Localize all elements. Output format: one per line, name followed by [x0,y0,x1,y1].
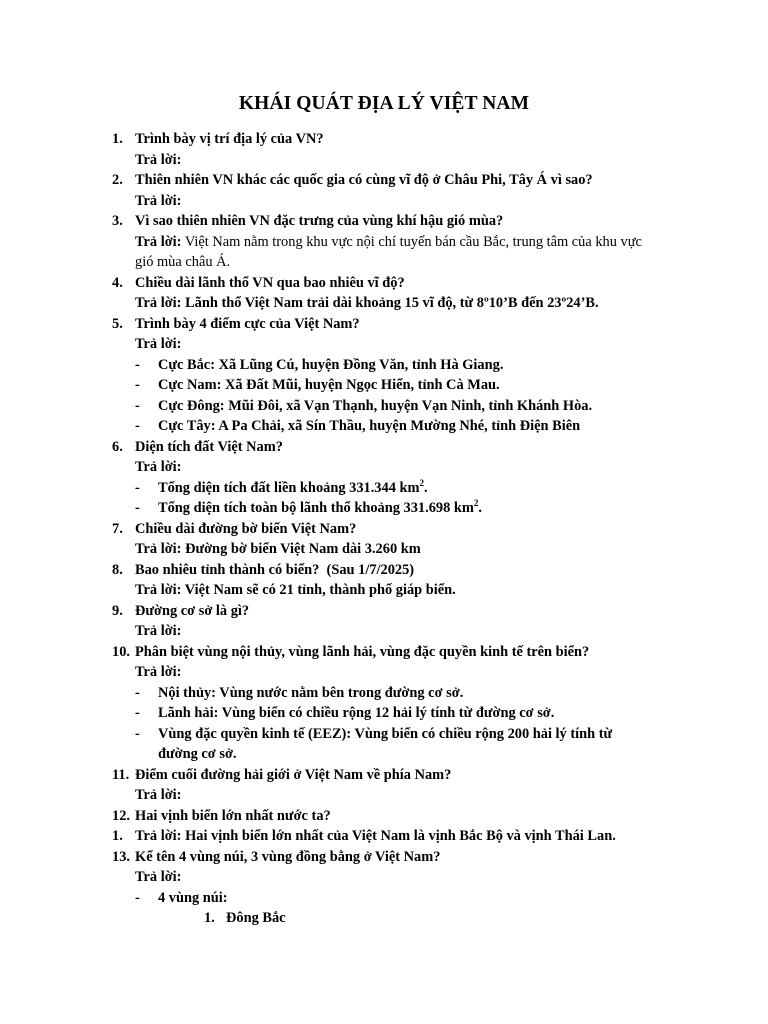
sub-list-number: 1. [204,910,215,926]
question-number: 8. [112,561,123,578]
question-3 [0,211,768,232]
list-item [0,396,768,417]
question-text: Kể tên 4 vùng núi, 3 vùng đồng bằng ở Việt Nam? [135,848,441,865]
question-text: Trình bày 4 điểm cực của Việt Nam? [135,315,360,332]
question-number: 4. [112,274,123,291]
question-text: Thiên nhiên VN khác các quốc gia có cùng vĩ độ ở Châu Phi, Tây Á vì sao? [135,172,593,188]
question-9 [0,601,768,622]
answer-1 [0,150,768,171]
list-item [0,724,768,745]
list-item [0,703,768,724]
list-item-text: Vùng đặc quyền kinh tế (EEZ): Vùng biển có chiều rộng 200 hải lý tính từ [158,725,613,742]
list-item-text: Lãnh hải: Vùng biển có chiều rộng 12 hải lý tính từ đường cơ sở. [158,705,555,721]
list-item-text: Nội thủy: Vùng nước nằm bên trong đường cơ sở. [158,684,464,701]
answer-label: Trả lời: [135,459,182,475]
question-13 [0,847,768,868]
list-item-end: . [423,479,428,496]
question-text: Diện tích đất Việt Nam? [135,438,283,455]
question-number: 3. [112,213,123,229]
sub-list-item-text: Đông Bắc [226,910,286,926]
question-number: 7. [112,520,123,537]
question-number: 10. [112,643,130,660]
answer-label: Trả lời: [135,192,182,209]
answer-2 [0,191,768,212]
question-number: 12. [112,807,130,824]
page-title: KHÁI QUÁT ĐỊA LÝ VIỆT NAM [238,93,530,114]
answer-text: gió mùa châu Á. [135,254,231,270]
list-item [0,355,768,376]
list-item-continued [0,744,768,765]
question-text: Trình bày vị trí địa lý của VN? [135,131,324,147]
answer-5 [0,334,768,355]
answer-3-continued [0,252,768,273]
answer-4 [0,293,768,314]
list-item [0,498,768,519]
answer-label: Trả lời: [135,664,182,680]
list-item-text: Tổng diện tích toàn bộ lãnh thổ khoảng 331.698 km [158,500,474,516]
list-item-text: Cực Tây: A Pa Chải, xã Sín Thầu, huyện Mường Nhé, tỉnh Điện Biên [158,418,581,434]
list-item-text: Cực Bắc: Xã Lũng Cú, huyện Đồng Văn, tỉnh Hà Giang. [158,356,504,373]
list-item [0,888,768,909]
answer-12 [0,826,768,847]
bullet-dash: - [135,397,140,414]
question-number: 11. [112,766,130,783]
answer-text: Trả lời: Hai vịnh biển lớn nhất của Việt Nam là vịnh Bắc Bộ và vịnh Thái Lan. [135,828,616,844]
bullet-dash: - [135,479,140,496]
question-10 [0,642,768,663]
question-text: Đường cơ sở là gì? [135,602,250,619]
answer-label: Trả lời: [135,336,182,352]
list-item-text: Tổng diện tích đất liền khoảng 331.344 km [158,479,420,496]
answer-text: Việt Nam nằm trong khu vực nội chí tuyến bán cầu Bắc, trung tâm của khu vực [184,233,642,250]
bullet-dash: - [135,684,140,701]
answer-10 [0,662,768,683]
question-text: Bao nhiêu tỉnh thành có biển? (Sau 1/7/2025) [135,561,415,578]
question-number: 9. [112,602,123,619]
answer-11 [0,785,768,806]
answer-8 [0,580,768,601]
question-7 [0,519,768,540]
question-number: 1. [112,131,123,147]
question-2 [0,170,768,191]
bullet-dash: - [135,725,140,742]
question-number: 13. [112,848,130,865]
question-8 [0,560,768,581]
bullet-dash: - [135,889,140,906]
list-item-text: Cực Đông: Mũi Đôi, xã Vạn Thạnh, huyện Vạn Ninh, tỉnh Khánh Hòa. [158,397,593,414]
question-text: Vì sao thiên nhiên VN đặc trưng của vùng khí hậu gió mùa? [135,213,504,229]
bullet-dash: - [135,705,140,721]
list-item [0,375,768,396]
answer-3 [0,232,768,253]
answer-13 [0,867,768,888]
bullet-dash: - [135,377,140,393]
question-text: Hai vịnh biển lớn nhất nước ta? [135,807,331,824]
question-number: 6. [112,438,123,455]
list-item-text: 4 vùng núi: [158,889,228,906]
bullet-dash: - [135,356,140,373]
superscript: 2 [419,477,424,488]
list-item-text: Cực Nam: Xã Đất Mũi, huyện Ngọc Hiển, tỉnh Cà Mau. [158,377,500,393]
answer-label: Trả lời: [135,787,182,803]
question-text: Phân biệt vùng nội thủy, vùng lãnh hải, vùng đặc quyền kinh tế trên biển? [135,643,590,660]
answer-6 [0,457,768,478]
question-4 [0,273,768,294]
question-number: 2. [112,172,123,188]
answer-7 [0,539,768,560]
question-number: 5. [112,315,123,332]
list-item-text: đường cơ sở. [158,746,237,762]
answer-text: Trả lời: Việt Nam sẽ có 21 tỉnh, thành phố giáp biển. [135,582,456,598]
question-11 [0,765,768,786]
question-text: Chiều dài lãnh thổ VN qua bao nhiêu vĩ độ? [135,274,405,291]
list-item [0,683,768,704]
superscript: 2 [473,498,479,508]
answer-label: Trả lời: [135,869,182,885]
answer-text: Trả lời: Đường bờ biển Việt Nam dài 3.260 km [135,541,421,557]
question-12 [0,806,768,827]
question-1 [0,129,768,150]
question-list [0,129,768,929]
bullet-dash: - [135,418,140,434]
question-text: Chiều dài đường bờ biển Việt Nam? [135,520,357,537]
answer-number: 1. [112,828,123,844]
answer-label: Trả lời: [135,233,182,250]
sub-list-item [0,908,768,929]
answer-9 [0,621,768,642]
list-item [0,416,768,437]
bullet-dash: - [135,500,140,516]
answer-label: Trả lời: [135,151,182,168]
answer-label: Trả lời: [135,623,182,639]
question-6 [0,437,768,458]
question-5 [0,314,768,335]
list-item [0,478,768,499]
list-item-end: . [478,500,482,516]
answer-text: Trả lời: Lãnh thổ Việt Nam trải dài khoảng 15 vĩ độ, từ 8º10’B đến 23º24’B. [135,295,599,311]
question-text: Điểm cuối đường hải giới ở Việt Nam về phía Nam? [135,766,452,783]
